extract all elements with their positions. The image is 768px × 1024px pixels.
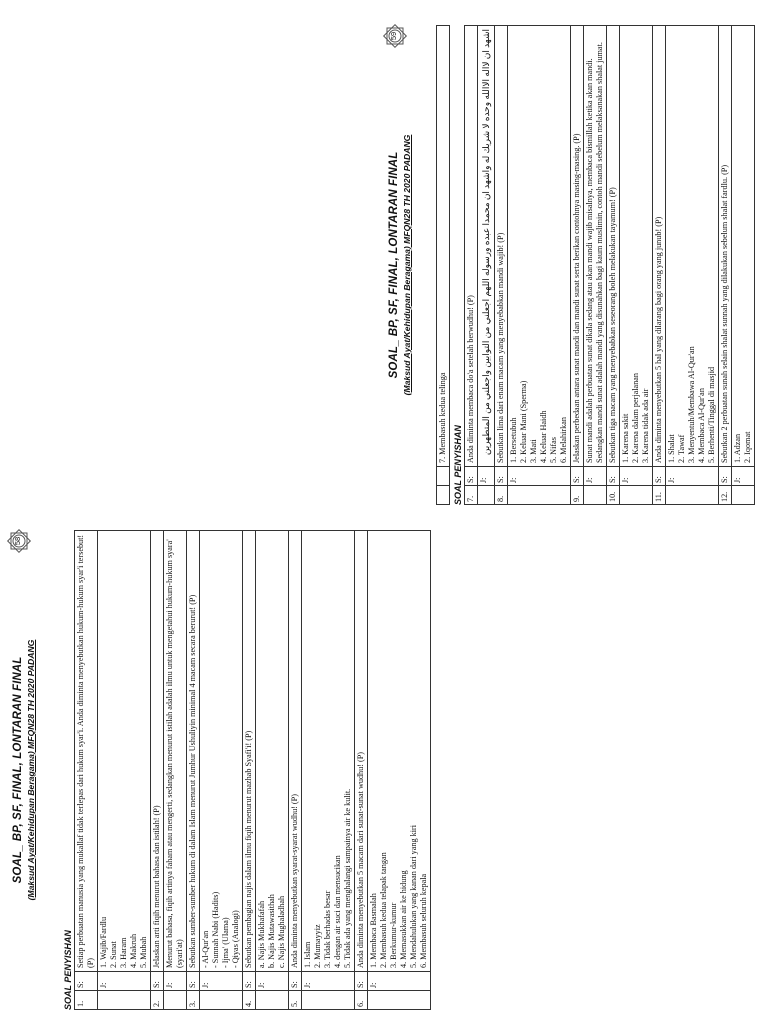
question-marker: S: xyxy=(243,972,256,991)
list-item: - Ijma' (Ulama) xyxy=(221,917,230,968)
answer-list xyxy=(200,531,243,972)
list-item: 4. Memasukkan air ke hidung xyxy=(399,870,408,968)
list-item: 4. Membaca Al-Qur'an xyxy=(697,388,706,463)
list-item: 1. Karena sakit xyxy=(621,413,630,463)
continued-answer: 7. Membasuh kedua telinga xyxy=(437,26,450,467)
list-item: 2. Keluar Mani (Sperma) xyxy=(519,380,528,463)
question-text: Anda diminta menyebutkan 5 hal yang dilarang bagi orang yang junub! (P) xyxy=(653,26,666,467)
question-marker: S: xyxy=(151,972,164,991)
answer-list xyxy=(732,26,755,467)
list-item: 5. Mubah xyxy=(139,936,148,968)
section-title: SOAL PENYISHAN xyxy=(453,425,463,505)
table-row xyxy=(187,531,200,1010)
table-row xyxy=(355,531,368,1010)
list-item: 1. Shalat xyxy=(667,434,676,463)
answer-marker: J: xyxy=(164,972,187,991)
question-marker: S: xyxy=(187,972,200,991)
page-title: SOAL_ BP, SF, FINAL, LONTARAN FINAL xyxy=(12,656,24,884)
question-marker: S: xyxy=(355,972,368,991)
table-row xyxy=(465,26,478,505)
row-number: 2. xyxy=(151,991,164,1010)
table-row xyxy=(243,531,256,1010)
question-marker: S: xyxy=(75,972,98,991)
row-number xyxy=(98,991,151,1010)
list-item: 5. Mendahulukan yang kanan dari yang kiri xyxy=(409,824,418,968)
answer-text: Sunat mandi adalah perbuatan sunat dikala sedang atau akan mandi wajib misalnya, membaca bismillah ketika akan mandi. Sedangkan mandi sunat adalah mandi yang disunahkan bagi kaum muslimin, contoh mandi sebelum melaksanakan shalat jumat. xyxy=(584,26,607,467)
answer-marker: J: xyxy=(478,467,495,486)
answer-marker: J: xyxy=(302,972,355,991)
question-text: Sebutkan pembagian najis dalam ilmu fiqih menurut mazhab Syafi'i! (P) xyxy=(243,531,256,972)
page-header xyxy=(388,25,436,505)
list-item: 2. Karena dalam perjalanan xyxy=(631,372,640,463)
answer-marker: J: xyxy=(256,972,289,991)
question-text: Setiap perbuatan manusia yang mukallaf tidak terlepas dari hukum syar'i. Anda diminta menyebutkan hukum-hukum syar'i tersebut! (P) xyxy=(75,531,98,972)
page-header xyxy=(12,530,60,1010)
row-number: 7. xyxy=(465,486,478,505)
answer-marker: J: xyxy=(666,467,719,486)
list-item: b. Najis Mutawasithah xyxy=(267,894,276,968)
page-58 xyxy=(12,530,428,1010)
question-marker: S: xyxy=(719,467,732,486)
question-text: Anda diminta menyebutkan syarat-syarat wudhu! (P) xyxy=(289,531,302,972)
page-number: 59 xyxy=(389,31,398,41)
table-row xyxy=(653,26,666,505)
answer-list xyxy=(666,26,719,467)
row-number: 10. xyxy=(607,486,620,505)
question-text: Anda diminta menyebutkan 5 macam dari sunat-sunat wudhu! (P) xyxy=(355,531,368,972)
answer-marker: J: xyxy=(732,467,755,486)
list-item: 4. Makruh xyxy=(129,933,138,968)
list-item: 4. dengan air suci dan mensucikan xyxy=(333,855,342,968)
list-item: 3. Menyentuh/Membawa Al-Qur'an xyxy=(687,346,696,463)
page-number: 58 xyxy=(13,536,22,546)
table-row xyxy=(200,531,243,1010)
row-number: 4. xyxy=(243,991,256,1010)
list-item: 4. Keluar Haidh xyxy=(539,410,548,463)
row-number: 9. xyxy=(571,486,584,505)
row-number: 8. xyxy=(495,486,508,505)
row-number: 6. xyxy=(355,991,368,1010)
question-text: Sebutkan lima dari enam macam yang menyebabkan mandi wajib! (P) xyxy=(495,26,508,467)
table-row xyxy=(478,26,495,505)
row-number xyxy=(302,991,355,1010)
answer-marker: J: xyxy=(620,467,653,486)
answer-list xyxy=(302,531,355,972)
answer-text: Menurut bahasa, fiqih artinya faham atau mengerti, sedangkan menurut istilah adalah ilmu untuk mengetahui hukum-hukum syara' (syari'at) xyxy=(164,531,187,972)
list-item: 6. Membasuh seluruh kepala xyxy=(419,873,428,968)
row-number xyxy=(584,486,607,505)
list-item: a. Najis Mukhafafah xyxy=(257,900,266,968)
arabic-prayer-text: اشهد ان لااله الاالله وحده لا شريك له واشهد ان محمدا عبده ورسوله اللهم اجعلني من التوابين واجعلني من المتطهرين xyxy=(478,26,495,467)
page-59 xyxy=(388,25,752,505)
question-marker: S: xyxy=(465,467,478,486)
answer-list xyxy=(98,531,151,972)
list-item: 5. Nifas xyxy=(549,437,558,463)
question-marker: S: xyxy=(289,972,302,991)
question-marker: S: xyxy=(607,467,620,486)
row-number: 5. xyxy=(289,991,302,1010)
question-text: Sebutkan sumber-sumber hukum di dalam Islam menurut Jumhur Ushuliyin minimal 4 macam secara berurut! (P) xyxy=(187,531,200,972)
list-item: 3. Tidak berhadas besar xyxy=(323,890,332,968)
answer-list xyxy=(256,531,289,972)
list-item: 2. Iqomat xyxy=(743,431,752,463)
row-number xyxy=(164,991,187,1010)
page-number-badge xyxy=(382,23,408,49)
list-item: c. Najis Mughaladhah xyxy=(277,895,286,968)
cell xyxy=(437,486,450,505)
list-item: 2. Mumayyiz xyxy=(313,924,322,968)
table-row xyxy=(151,531,164,1010)
page-title: SOAL_ BP, SF, FINAL, LONTARAN FINAL xyxy=(388,151,400,379)
question-text: Sebutkan tiga macam yang menyebabkan seseorang boleh melakukan tayamum! (P) xyxy=(607,26,620,467)
list-item: 1. Adzan xyxy=(733,433,742,463)
table-row xyxy=(607,26,620,505)
cell xyxy=(437,467,450,486)
table-row xyxy=(495,26,508,505)
row-number: 3. xyxy=(187,991,200,1010)
qa-table xyxy=(464,25,755,505)
list-item: 3. Karena tidak ada air xyxy=(641,388,650,463)
list-item: 2. Sunat xyxy=(109,941,118,968)
row-number xyxy=(732,486,755,505)
continuation-table xyxy=(436,25,450,505)
list-item: 3. Mati xyxy=(529,439,538,463)
list-item: 5. Berhenti/Tinggal di masjid xyxy=(707,366,716,463)
list-item: 1. Wajib/Fardlu xyxy=(99,916,108,968)
table-row xyxy=(719,26,732,505)
row-number xyxy=(666,486,719,505)
question-marker: S: xyxy=(653,467,666,486)
table-row xyxy=(256,531,289,1010)
table-row xyxy=(98,531,151,1010)
row-number xyxy=(508,486,571,505)
list-item: 2. Membasuh kedua telapak tangan xyxy=(379,852,388,968)
question-text: Jelaskan perbedaan antara sunat mandi dan mandi sunat serta berikan contohnya masing-masing. (P) xyxy=(571,26,584,467)
answer-marker: J: xyxy=(200,972,243,991)
list-item: - Qiyas (Analogi) xyxy=(231,910,240,968)
list-item: 5. Tidak ada yang menghalangi sampainya air ke kulit. xyxy=(343,788,352,968)
row-number xyxy=(200,991,243,1010)
section-title: SOAL PENYISHAN xyxy=(63,930,73,1010)
row-number: 12. xyxy=(719,486,732,505)
answer-list xyxy=(620,26,653,467)
list-item: 1. Membaca Basmalah xyxy=(369,893,378,968)
list-item: 6. Melahirkan xyxy=(559,417,568,463)
question-marker: S: xyxy=(495,467,508,486)
list-item: - Al-Qur'an xyxy=(201,930,210,968)
table-row xyxy=(164,531,187,1010)
table-row xyxy=(437,26,450,505)
answer-list xyxy=(368,531,431,972)
answer-marker: J: xyxy=(98,972,151,991)
table-row xyxy=(508,26,571,505)
question-marker: S: xyxy=(571,467,584,486)
question-text: Anda diminta membaca do'a setelah berwudhu! (P) xyxy=(465,26,478,467)
row-number xyxy=(368,991,431,1010)
table-row xyxy=(302,531,355,1010)
table-row xyxy=(571,26,584,505)
question-text: Sebutkan 2 perbuatan sunah selain shalat sunnah yang dilakukan sebelum shalat fardlu. (P) xyxy=(719,26,732,467)
list-item: 3. Berkumur-kumur xyxy=(389,902,398,968)
table-row xyxy=(584,26,607,505)
table-row xyxy=(75,531,98,1010)
list-item: 1. Bersetubuh xyxy=(509,417,518,463)
table-row xyxy=(368,531,431,1010)
answer-marker: J: xyxy=(584,467,607,486)
row-number xyxy=(256,991,289,1010)
list-item: - Sunnah Nabi (Hadits) xyxy=(211,891,220,968)
page-number-badge xyxy=(6,528,32,554)
answer-list xyxy=(508,26,571,467)
row-number xyxy=(478,486,495,505)
table-row xyxy=(666,26,719,505)
answer-marker: J: xyxy=(368,972,431,991)
question-text: Jelaskan arti fiqih menurut bahasa dan istilah! (P) xyxy=(151,531,164,972)
list-item: 2. Tawaf xyxy=(677,434,686,463)
table-row xyxy=(289,531,302,1010)
page-subtitle: (Maksud Ayat/Kehidupan Beragama) MFQN28 TH 2020 PADANG xyxy=(402,134,412,396)
table-row xyxy=(732,26,755,505)
table-row xyxy=(620,26,653,505)
page-subtitle: (Maksud Ayat/Kehidupan Beragama) MFQN28 TH 2020 PADANG xyxy=(26,639,36,901)
list-item: 1. Islam xyxy=(303,941,312,968)
row-number: 1. xyxy=(75,991,98,1010)
row-number xyxy=(620,486,653,505)
list-item: 3. Haram xyxy=(119,937,128,968)
qa-table xyxy=(74,530,431,1010)
row-number: 11. xyxy=(653,486,666,505)
answer-marker: J: xyxy=(508,467,571,486)
